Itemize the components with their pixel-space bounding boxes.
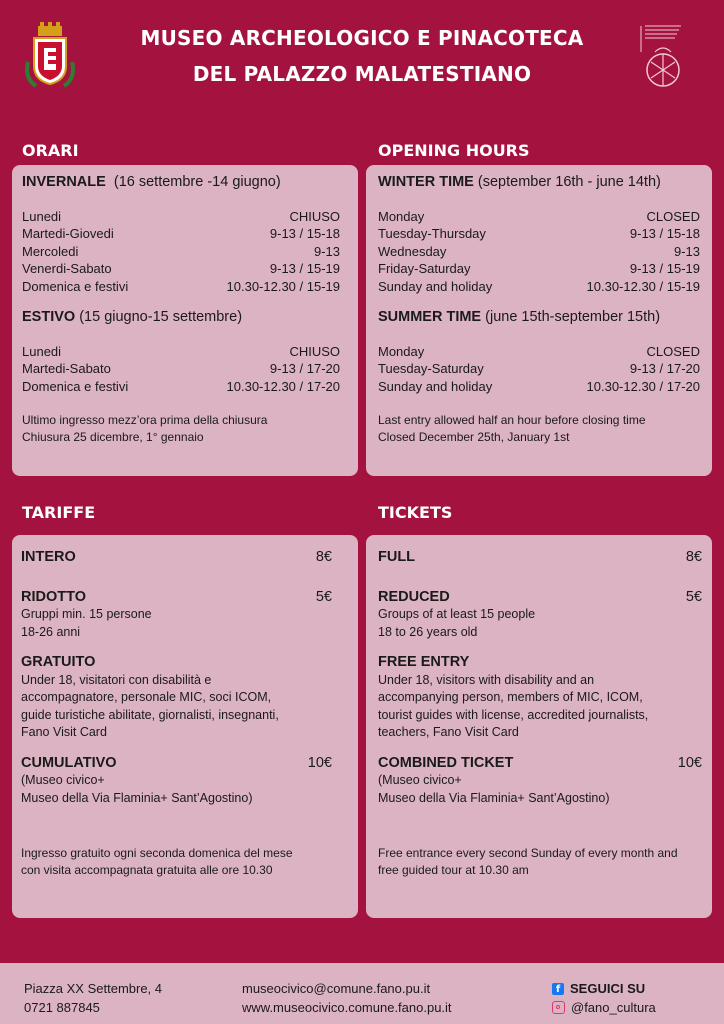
fee-cumulativo: CUMULATIVO 10€ bbox=[21, 754, 332, 771]
museum-seal-logo bbox=[633, 22, 691, 94]
fee-description: Museo della Via Flaminia+ Sant’Agostino) bbox=[21, 790, 253, 805]
hours-row: Tuesday-Thursday 9-13 / 15-18 bbox=[378, 226, 700, 241]
fee-description: (Museo civico+ bbox=[21, 773, 105, 787]
hours-row: Martedi-Sabato 9-13 / 17-20 bbox=[22, 361, 340, 376]
fee-description: 18-26 anni bbox=[21, 624, 81, 639]
fee-description: (Museo civico+ bbox=[378, 773, 462, 787]
page-title-line1: MUSEO ARCHEOLOGICO E PINACOTECA bbox=[140, 26, 584, 50]
follow-us-row[interactable] bbox=[552, 979, 656, 998]
fee-description: Groups of at least 15 people bbox=[378, 607, 536, 621]
hours-row: Tuesday-Saturday 9-13 / 17-20 bbox=[378, 361, 700, 376]
fee-gratuito: GRATUITO bbox=[21, 654, 96, 670]
fee-description: Fano Visit Card bbox=[21, 725, 107, 739]
email-link[interactable]: museocivico@comune.fano.pu.it bbox=[242, 981, 431, 996]
section-heading-opening-hours: OPENING HOURS bbox=[378, 141, 530, 160]
closure-note: Chiusura 25 dicembre, 1° gennaio bbox=[22, 430, 204, 444]
hours-row: Domenica e festivi 10.30-12.30 / 15-19 bbox=[22, 278, 340, 294]
fee-reduced: REDUCED 5€ bbox=[378, 588, 702, 605]
hours-row: Venerdi-Sabato 9-13 / 15-19 bbox=[22, 261, 340, 276]
facebook-icon[interactable]: f bbox=[552, 983, 564, 995]
fee-description: teachers, Fano Visit Card bbox=[378, 725, 519, 739]
free-sunday-note: con visita accompagnata gratuita alle ore 10.30 bbox=[21, 863, 273, 877]
section-heading-tickets: TICKETS bbox=[378, 503, 453, 522]
free-sunday-note: free guided tour at 10.30 am bbox=[378, 863, 529, 877]
free-sunday-note: Ingresso gratuito ogni seconda domenica del mese bbox=[21, 846, 293, 860]
fee-description: accompagnatore, personale MIC, soci ICOM, bbox=[21, 690, 272, 704]
fee-description: guide turistiche abilitate, giornalisti, insegnanti, bbox=[21, 707, 279, 722]
hours-row: Sunday and holiday 10.30-12.30 / 17-20 bbox=[378, 378, 700, 394]
footer-bar bbox=[0, 963, 724, 1024]
tariffe-card bbox=[12, 535, 358, 918]
hours-row: Friday-Saturday 9-13 / 15-19 bbox=[378, 261, 700, 276]
hours-row: Monday CLOSED bbox=[378, 208, 700, 224]
fee-ridotto: RIDOTTO 5€ bbox=[21, 588, 332, 605]
footer-social bbox=[552, 979, 656, 1017]
website-link[interactable]: www.museocivico.comune.fano.pu.it bbox=[242, 1000, 452, 1015]
winter-season-heading: WINTER TIME (september 16th - june 14th) bbox=[378, 174, 661, 190]
instagram-icon[interactable] bbox=[552, 1001, 565, 1014]
summer-season-heading: ESTIVO (15 giugno-15 settembre) bbox=[22, 309, 243, 325]
opening-hours-card bbox=[366, 165, 712, 476]
hours-row: Martedi-Giovedi 9-13 / 15-18 bbox=[22, 226, 340, 241]
summer-season-heading: SUMMER TIME (june 15th-september 15th) bbox=[378, 309, 661, 325]
hours-row: Monday CLOSED bbox=[378, 343, 700, 359]
section-heading-tariffe: TARIFFE bbox=[22, 503, 96, 522]
follow-us-label: SEGUICI SU bbox=[570, 981, 646, 996]
winter-season-heading: INVERNALE (16 settembre -14 giugno) bbox=[22, 174, 281, 190]
last-entry-note: Last entry allowed half an hour before closing time bbox=[378, 413, 646, 427]
phone-text[interactable]: 0721 887845 bbox=[24, 1000, 100, 1015]
fee-description: Under 18, visitors with disability and an bbox=[378, 672, 595, 687]
section-heading-orari: ORARI bbox=[22, 141, 79, 160]
closure-note: Closed December 25th, January 1st bbox=[378, 430, 570, 444]
hours-row: Wednesday 9-13 bbox=[378, 243, 700, 259]
fee-description: Museo della Via Flaminia+ Sant’Agostino) bbox=[378, 790, 610, 805]
fee-description: tourist guides with license, accredited journalists, bbox=[378, 707, 649, 722]
instagram-handle[interactable]: @fano_cultura bbox=[571, 1000, 656, 1015]
fee-description: Under 18, visitatori con disabilità e bbox=[21, 672, 212, 687]
footer-contact bbox=[24, 979, 162, 1017]
page-title-line2: DEL PALAZZO MALATESTIANO bbox=[192, 62, 532, 86]
address-text: Piazza XX Settembre, 4 bbox=[24, 981, 163, 996]
footer-web bbox=[242, 979, 452, 1017]
hours-row: Lunedi CHIUSO bbox=[22, 208, 340, 224]
fee-description: accompanying person, members of MIC, ICOM, bbox=[378, 690, 643, 704]
fee-combined-ticket: COMBINED TICKET 10€ bbox=[378, 754, 702, 771]
fee-intero: INTERO 8€ bbox=[21, 549, 332, 565]
orari-card bbox=[12, 165, 358, 476]
last-entry-note: Ultimo ingresso mezz’ora prima della chiusura bbox=[22, 413, 268, 427]
fee-description: 18 to 26 years old bbox=[378, 624, 478, 639]
hours-row: Domenica e festivi 10.30-12.30 / 17-20 bbox=[22, 378, 340, 394]
instagram-row[interactable] bbox=[552, 998, 656, 1017]
hours-row: Mercoledi 9-13 bbox=[22, 243, 340, 259]
hours-row: Lunedi CHIUSO bbox=[22, 343, 340, 359]
free-sunday-note: Free entrance every second Sunday of every month and bbox=[378, 846, 678, 860]
fee-description: Gruppi min. 15 persone bbox=[21, 607, 152, 621]
fee-free-entry: FREE ENTRY bbox=[378, 654, 470, 670]
tickets-card bbox=[366, 535, 712, 918]
fee-full: FULL 8€ bbox=[378, 549, 702, 565]
hours-row: Sunday and holiday 10.30-12.30 / 15-19 bbox=[378, 278, 700, 294]
